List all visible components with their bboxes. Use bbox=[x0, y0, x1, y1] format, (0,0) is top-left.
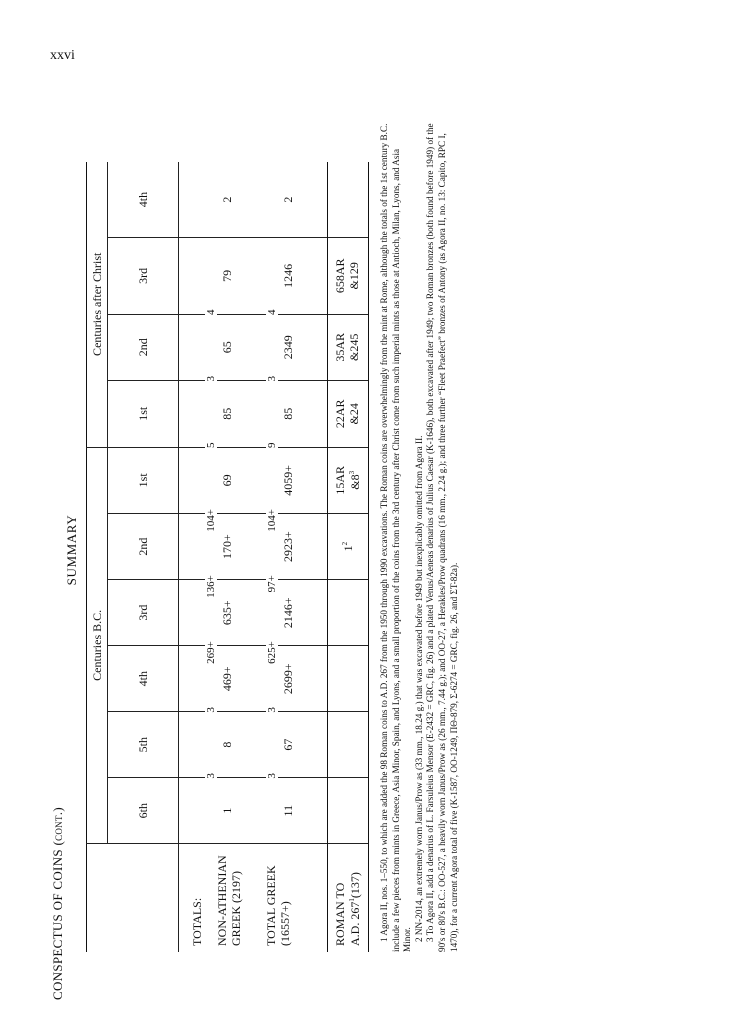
footnote: 1 Agora II, nos. 1–550, to which are added the 98 Roman coins to A.D. 267 from the 1950 through 1990 excavations. The Roman coins are overwhelmingly from the mint at Rome, although the totals of the 1st century B.C. include a few pieces from mints in Greece, Asia Minor, Spain, and Lyons, and a small proportion of the coins from the 3rd century after Christ come from such imperial mints as those at Antioch, Milan, Lyons, and Asia Minor. bbox=[379, 123, 413, 952]
boundary-value: 104+ bbox=[266, 509, 278, 532]
boundary-value: 269+ bbox=[205, 641, 217, 664]
table-cell: 79 bbox=[220, 269, 234, 282]
table-cell: 8 bbox=[220, 741, 234, 748]
table-row-roman: ROMAN TO A.D. $267^1(137)$ $1^2$ 15AR $\&8^3$ 22AR &24 35AR &245 658AR &129 bbox=[328, 162, 369, 952]
table-cell: 35AR bbox=[333, 332, 348, 362]
col-header: 6th bbox=[108, 778, 179, 844]
col-header: 1st bbox=[108, 447, 179, 514]
col-header: 4th bbox=[108, 162, 179, 238]
row-label: NON-ATHENIAN bbox=[215, 855, 230, 946]
row-label: GREEK (2197) bbox=[229, 871, 243, 946]
table-cell: 4059+ bbox=[281, 464, 295, 496]
boundary-value: 3 bbox=[205, 376, 217, 382]
table-cell: &8 bbox=[347, 474, 362, 490]
coin-summary-table bbox=[86, 162, 369, 952]
table-cell: 85 bbox=[281, 407, 295, 420]
row-label: ROMAN TO bbox=[332, 882, 347, 946]
group-bc-header: Centuries B.C. bbox=[87, 447, 108, 844]
boundary-value: 136+ bbox=[205, 575, 217, 598]
footnote: 3 To Agora II, add a denarius of L. Farsuleius Mensor (E-2432 = GRC, fig. 26) and a plated Venus/Aeneas denarius of Julius Caesar (K-1646), both excavated after 1949; two Roman bronzes (both found before 1949) of the 90's or 80's B.C.: OO-527, a heavily worn Janus/Prow as (26 mm., 7.44 g.); and OO-27, a Herakles/Prow quadrans (16 mm., 2.24 g.); and three further “Fleet Praefect” bronzes of Antony (as Agora II, no. 13: Capito, RPC I, 1470), for a current Agora total of five (K-1587, OO-1249, ΠΘ-879, Σ-6274 = GRC, fig. 26, and ΣΤ-82a). bbox=[425, 123, 459, 952]
row-label: (137) bbox=[347, 872, 362, 899]
col-header: 2nd bbox=[108, 514, 179, 580]
col-header: 2nd bbox=[108, 314, 179, 381]
boundary-value: 3 bbox=[266, 773, 278, 779]
table-cell: 15AR bbox=[332, 465, 347, 495]
table-cell: &24 bbox=[347, 403, 361, 425]
boundary-value: 3 bbox=[205, 773, 217, 779]
table-cell: 22AR bbox=[333, 399, 348, 429]
col-header: 1st bbox=[108, 381, 179, 448]
table-cell: 170+ bbox=[220, 534, 234, 559]
table-cell: 85 bbox=[220, 407, 234, 420]
table-cell: 65 bbox=[220, 341, 234, 354]
boundary-value: 4 bbox=[205, 309, 217, 316]
table-cell: 2 bbox=[220, 196, 234, 203]
totals-label: TOTALS: bbox=[179, 844, 206, 952]
table-cell: 2923+ bbox=[281, 531, 295, 562]
table-cell: 1 bbox=[340, 545, 355, 552]
boundary-value: 3 bbox=[205, 707, 217, 713]
col-header: 4th bbox=[108, 646, 179, 712]
col-header: 5th bbox=[108, 712, 179, 778]
footnote: 2 NN-2014, an extremely worn Janus/Prow as (33 mm., 18.24 g.) that was excavated before 1949 but inexplicably omitted from Agora II. bbox=[413, 435, 424, 942]
footnotes bbox=[379, 122, 460, 952]
boundary-value: 4 bbox=[266, 309, 278, 316]
row-label: (16557+) bbox=[277, 901, 292, 946]
table-cell: 469+ bbox=[220, 666, 234, 692]
summary-title: SUMMARY bbox=[64, 514, 79, 586]
group-ad-header: Centuries after Christ bbox=[87, 162, 108, 447]
boundary-value: 97+ bbox=[266, 575, 278, 593]
table-cell: 2699+ bbox=[281, 663, 295, 695]
page-number: xxvi bbox=[50, 48, 75, 63]
row-label: A.D. 267 bbox=[347, 901, 362, 946]
table-cell: 1 bbox=[220, 807, 234, 814]
boundary-value: 5 bbox=[205, 442, 217, 449]
boundary-value: 3 bbox=[266, 707, 278, 713]
rotated-page-content bbox=[50, 100, 460, 1000]
running-head: CONSPECTUS OF COINS (cont.) bbox=[50, 807, 65, 1000]
table-cell: &245 bbox=[347, 333, 361, 361]
col-header: 3rd bbox=[108, 238, 179, 314]
table-cell: 1246 bbox=[281, 263, 295, 288]
table-cell: 69 bbox=[220, 474, 234, 487]
header-corner-cell bbox=[87, 844, 179, 952]
boundary-value: 104+ bbox=[205, 509, 217, 532]
table-cell: 2 bbox=[281, 196, 295, 203]
table-row-total-greek bbox=[255, 162, 328, 952]
boundary-value: 9 bbox=[266, 442, 278, 449]
table-cell: 67 bbox=[281, 738, 295, 751]
table-cell: &129 bbox=[347, 262, 361, 290]
footnote-ref: 1 bbox=[347, 898, 356, 902]
table-cell: 658AR bbox=[333, 258, 348, 294]
boundary-value: 625+ bbox=[266, 641, 278, 664]
boundary-value: 3 bbox=[266, 376, 278, 382]
table-cell: 2349 bbox=[281, 335, 295, 360]
table-cell: 635+ bbox=[220, 600, 234, 626]
table-cell: 11 bbox=[281, 804, 295, 817]
table-row-non-athenian bbox=[205, 162, 255, 952]
col-header: 3rd bbox=[108, 580, 179, 646]
row-label: TOTAL GREEK bbox=[264, 865, 278, 946]
table-cell: 2146+ bbox=[281, 597, 295, 629]
